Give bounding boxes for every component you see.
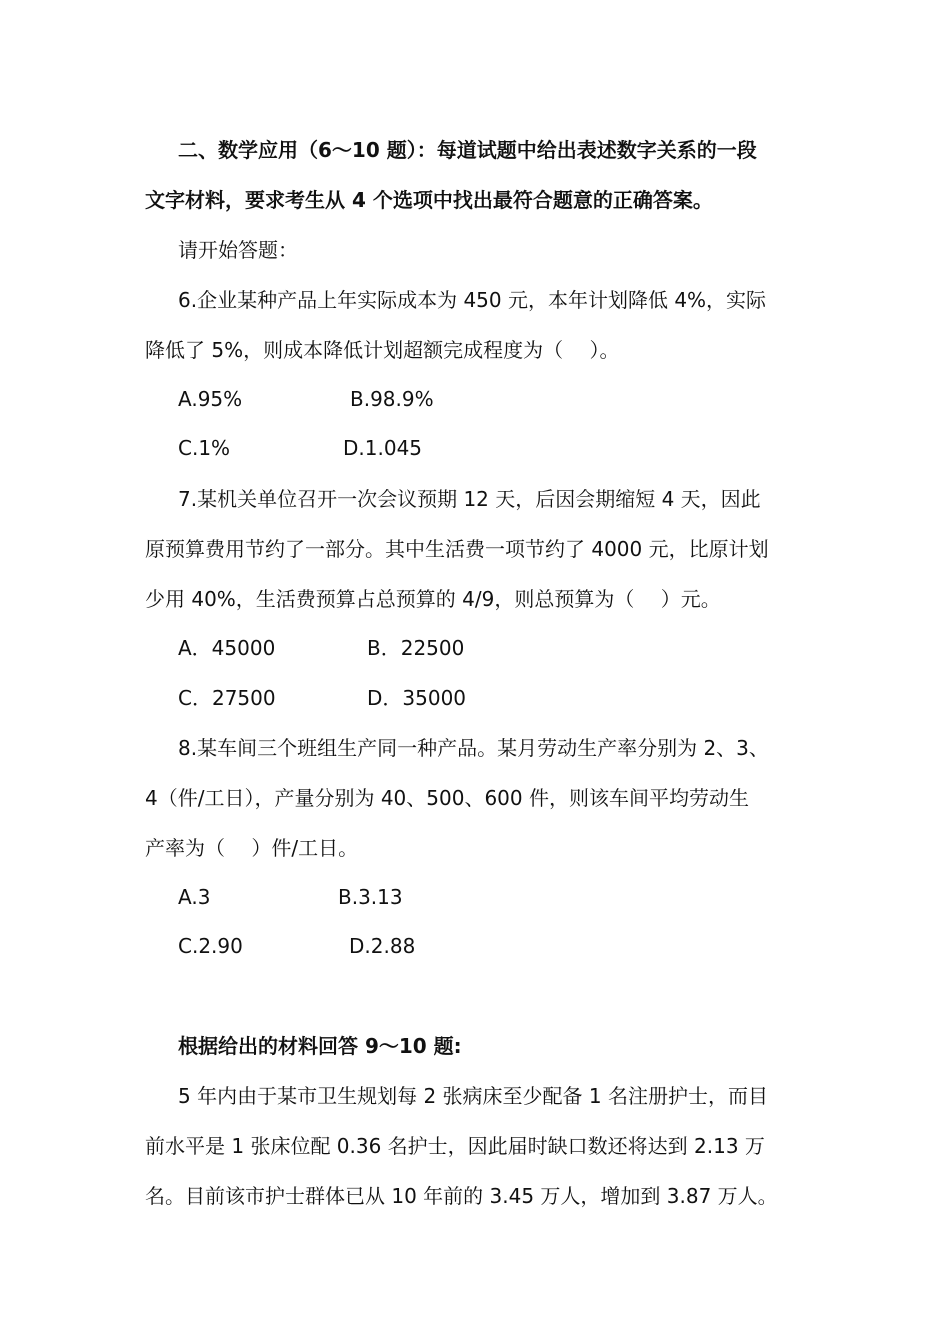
question-7-option-b: B．22500 — [367, 636, 465, 660]
question-6-option-c: C.1% — [178, 436, 231, 460]
question-7-line-1: 7.某机关单位召开一次会议预期 12 天，后因会期缩短 4 天，因此 — [178, 487, 761, 511]
material-line-1: 5 年内由于某市卫生规划每 2 张病床至少配备 1 名注册护士，而目 — [178, 1084, 768, 1108]
material-line-2: 前水平是 1 张床位配 0.36 名护士，因此届时缺口数还将达到 2.13 万 — [145, 1134, 765, 1158]
question-7-line-2: 原预算费用节约了一部分。其中生活费一项节约了 4000 元，比原计划 — [145, 537, 769, 561]
material-line-3: 名。目前该市护士群体已从 10 年前的 3.45 万人，增加到 3.87 万人。 — [145, 1184, 778, 1208]
question-8-option-d: D.2.88 — [349, 934, 416, 958]
question-7-option-d: D．35000 — [367, 686, 467, 710]
question-6-option-b: B.98.9% — [350, 387, 434, 411]
question-7-option-c: C．27500 — [178, 686, 276, 710]
question-6-line-1: 6.企业某种产品上年实际成本为 450 元，本年计划降低 4%，实际 — [178, 288, 767, 312]
section-heading-line-1: 二、数学应用（6～10 题）：每道试题中给出表述数字关系的一段 — [178, 138, 757, 162]
question-6-option-a: A.95% — [178, 387, 243, 411]
question-8-option-a: A.3 — [178, 885, 211, 909]
question-7-line-3: 少用 40%，生活费预算占总预算的 4/9，则总预算为（ ）元。 — [145, 587, 721, 611]
question-8-line-2: 4（件/工日），产量分别为 40、500、600 件，则该车间平均劳动生 — [145, 786, 749, 810]
section-heading-line-2: 文字材料，要求考生从 4 个选项中找出最符合题意的正确答案。 — [145, 188, 713, 212]
question-8-line-3: 产率为（ ）件/工日。 — [145, 836, 359, 860]
instruction-text: 请开始答题： — [178, 238, 298, 262]
material-heading: 根据给出的材料回答 9～10 题: — [178, 1034, 462, 1058]
question-8-option-b: B.3.13 — [338, 885, 403, 909]
question-6-line-2: 降低了 5%，则成本降低计划超额完成程度为（ ）。 — [145, 338, 620, 362]
question-7-option-a: A．45000 — [178, 636, 276, 660]
question-8-option-c: C.2.90 — [178, 934, 243, 958]
question-6-option-d: D.1.045 — [343, 436, 423, 460]
question-8-line-1: 8.某车间三个班组生产同一种产品。某月劳动生产率分别为 2、3、 — [178, 736, 769, 760]
